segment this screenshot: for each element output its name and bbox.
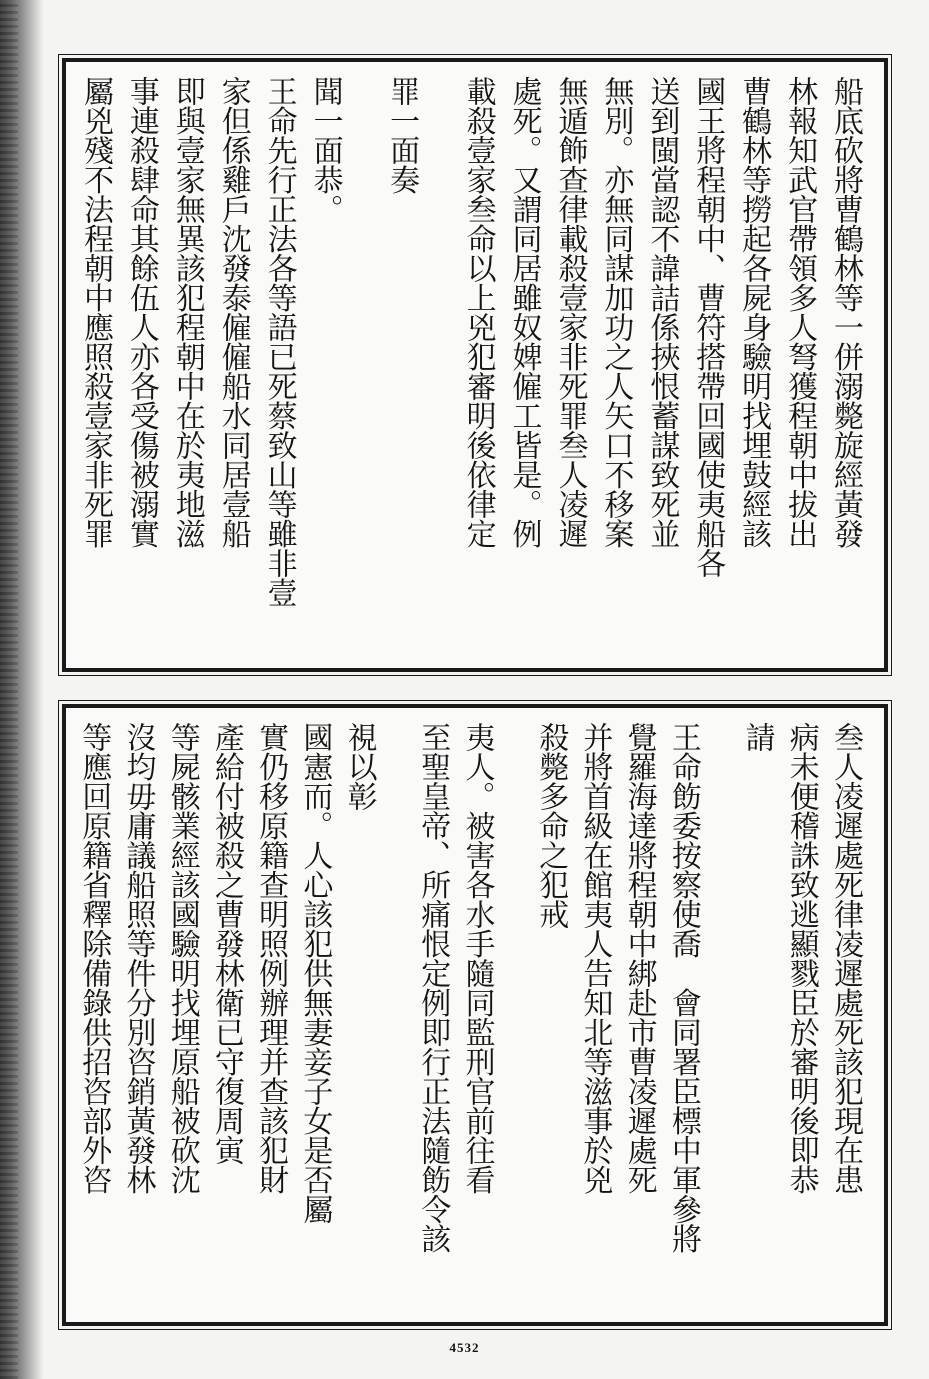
text-column <box>504 722 533 1308</box>
text-column: 送到閩當認不諱詰係挾恨蓄謀致死並 <box>644 76 680 548</box>
text-column: 國憲而。人心該犯供無妻妾子女是否屬 <box>297 722 333 1224</box>
text-column: 聞一面恭。 <box>307 76 343 224</box>
lower-text-columns <box>76 722 872 1308</box>
lower-text-panel <box>62 704 888 1326</box>
text-column: 曹鶴林等撈起各屍身驗明找埋鼓經該 <box>736 76 772 548</box>
text-column: 船底砍將曹鶴林等一併溺斃旋經黃發 <box>828 76 863 548</box>
text-column: 等屍骸業經該國驗明找埋原船被砍沈 <box>164 722 200 1194</box>
text-column: 無遁飾查律載殺壹家非死罪叁人凌遲 <box>552 76 588 548</box>
text-column: 無別。亦無同謀加功之人矢口不移案 <box>598 76 634 548</box>
text-column: 林報知武官帶領多人弩獲程朝中拔出 <box>782 76 818 548</box>
text-column: 國王將程朝中、曹符搭帶回國使夷船各 <box>690 76 726 578</box>
upper-text-panel <box>62 58 888 672</box>
text-column: 殺斃多命之犯戒 <box>533 722 569 929</box>
page-number: 4532 <box>449 1340 480 1355</box>
text-column: 屬兇殘不法程朝中應照殺壹家非死罪 <box>77 76 113 548</box>
text-column: 家但係雞戶沈發泰僱僱船水同居壹船 <box>215 76 251 548</box>
text-column: 等應回原籍省釋除備錄供招咨部外咨 <box>76 722 112 1194</box>
binding-texture <box>0 0 18 1379</box>
text-column: 載殺壹家叁命以上兇犯審明後依律定 <box>460 76 496 548</box>
text-column: 請 <box>739 722 775 752</box>
text-column: 王命先行正法各等語已死蔡致山等雖非壹 <box>261 76 297 607</box>
text-column: 產給付被殺之曹發林衛已守復周寅 <box>208 722 244 1165</box>
text-column: 至聖皇帝、所痛恨定例即行正法隨飭令該 <box>415 722 451 1253</box>
text-column: 并將首級在館夷人告知北等滋事於兇 <box>577 722 613 1194</box>
text-column: 罪一面奏 <box>384 76 420 194</box>
text-column: 即與壹家無異該犯程朝中在於夷地滋 <box>169 76 205 548</box>
upper-text-columns <box>76 76 872 654</box>
text-column: 覺羅海達將程朝中綁赴市曹凌遲處死 <box>621 722 657 1194</box>
text-column: 處死。又謂同居雖奴婢僱工皆是。例 <box>506 76 542 548</box>
text-column: 王命飭委按察使喬 會同署臣標中軍參將 <box>665 722 701 1253</box>
text-column: 視以彰 <box>341 722 377 811</box>
text-column: 病未便稽誅致逃顯戮臣於審明後即恭 <box>783 722 819 1194</box>
text-column: 夷人。被害各水手隨同監刑官前往看 <box>459 722 495 1194</box>
text-column: 實仍移原籍查明照例辦理并查該犯財 <box>253 722 289 1194</box>
text-column: 事連殺肆命其餘伍人亦各受傷被溺實 <box>123 76 159 548</box>
text-column <box>428 76 459 654</box>
text-column: 叁人凌遲處死律凌遲處死該犯現在患 <box>828 722 863 1194</box>
text-column: 沒均毋庸議船照等件分別咨銷黃發林 <box>120 722 156 1194</box>
text-column <box>352 76 383 654</box>
text-column <box>386 722 415 1308</box>
text-column <box>710 722 739 1308</box>
